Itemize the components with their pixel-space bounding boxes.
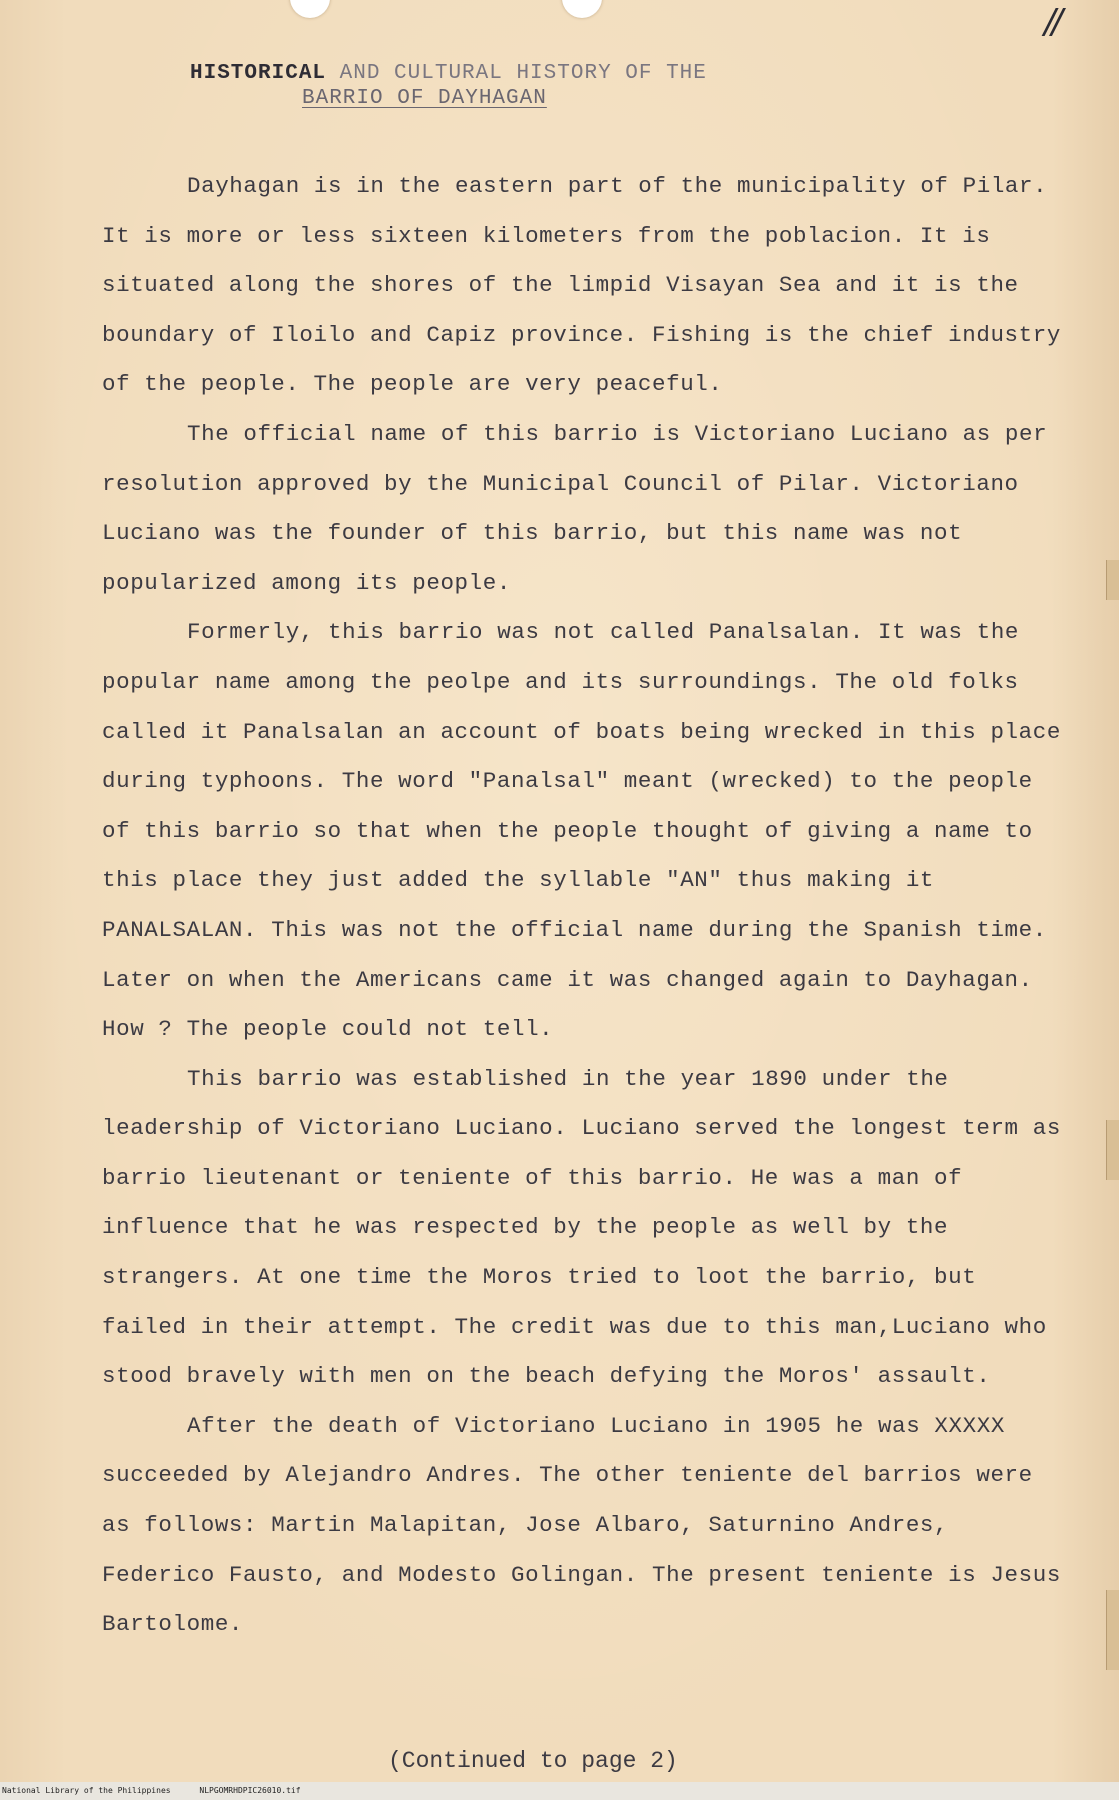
edge-tab: [1106, 1590, 1119, 1670]
title-bold-word: HISTORICAL: [190, 62, 327, 85]
punch-hole-right: [562, 0, 602, 18]
footer-filename: NLPGOMRHDPIC26010.tif: [199, 1786, 301, 1795]
title-line-1: [190, 62, 790, 85]
paragraph: After the death of Victoriano Luciano in 1905 he was XXXXX succeeded by Alejandro Andres. The other teniente del barrios were as follows: Martin Malapitan, Jose Albaro, Saturnino Andres, Federico Fausto, and Modesto Golingan. The present teniente is Jesus Bartolome.: [102, 1412, 1061, 1638]
paragraph: The official name of this barrio is Victoriano Luciano as per resolution approved by the Municipal Council of Pilar. Victoriano Luciano was the founder of this barrio, but this name was not popularized among its people.: [102, 420, 1048, 596]
title-line-2: BARRIO OF DAYHAGAN: [302, 87, 547, 110]
page-number-mark: //: [1044, 2, 1059, 42]
footer-library: National Library of the Philippines: [2, 1786, 171, 1795]
body-text: [102, 162, 1062, 1650]
title-rest: AND CULTURAL HISTORY OF THE: [326, 62, 707, 85]
edge-tab: [1106, 1120, 1119, 1180]
continued-note: (Continued to page 2): [388, 1748, 678, 1774]
edge-tab: [1106, 560, 1119, 600]
paragraph: Dayhagan is in the eastern part of the municipality of Pilar. It is more or less sixteen kilometers from the poblacion. It is situated along the shores of the limpid Visayan Sea and it is the boundary of Iloilo and Capiz province. Fishing is the chief industry of the people. The people are very peaceful.: [102, 173, 1061, 398]
paragraph: Formerly, this barrio was not called Panalsalan. It was the popular name among the peolpe and its surroundings. The old folks called it Panalsalan an account of boats being wrecked in this place during typhoons. The word "Panalsal" meant (wrecked) to the people of this barrio so that when the people thought of giving a name to this place they just added the syllable "AN" thus making it PANALSALAN. This was not the official name during the Spanish time. Later on when the Americans came it was changed again to Dayhagan. How ? The people could not tell.: [102, 619, 1061, 1043]
paragraph: This barrio was established in the year 1890 under the leadership of Victoriano Luciano. Luciano served the longest term as barrio lieutenant or teniente of this barrio. He was a man of influence that he was respected by the people as well by the strangers. At one time the Moros tried to loot the barrio, but failed in their attempt. The credit was due to this man,Luciano who stood bravely with men on the beach defying the Moros' assault.: [102, 1065, 1061, 1390]
scan-footer: [0, 1782, 1119, 1800]
document-title: [190, 62, 790, 110]
punch-hole-left: [290, 0, 330, 18]
